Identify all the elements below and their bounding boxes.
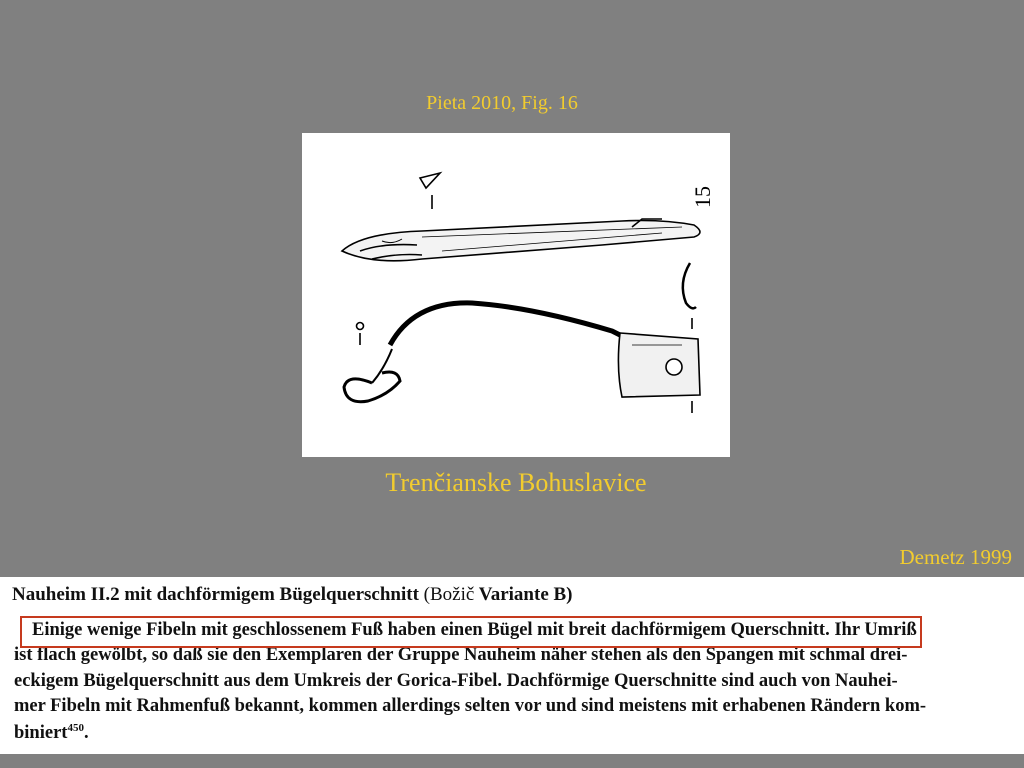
excerpt-line-3: eckigem Bügelquerschnitt aus dem Umkreis der Gorica-Fibel. Dachförmige Querschnitte sind auch von Nauhei- xyxy=(14,671,898,691)
fibula-top-view xyxy=(342,173,700,261)
highlight-box xyxy=(20,616,922,648)
site-name: Trenčianske Bohuslavice xyxy=(385,468,647,497)
fibula-drawing xyxy=(302,133,730,457)
heading-title: Nauheim II.2 mit dachförmigem Bügelquerschnitt xyxy=(12,584,419,605)
heading-name: Božič xyxy=(429,584,475,605)
figure-citation: Pieta 2010, Fig. 16 xyxy=(426,92,578,114)
heading-variant: Variante B) xyxy=(478,584,573,605)
fibula-side-view xyxy=(344,263,700,413)
figure-number: 15 xyxy=(690,186,715,208)
footnote-ref: 450 xyxy=(67,722,84,734)
excerpt-line-4: mer Fibeln mit Rahmenfuß bekannt, kommen allerdings selten vor und sind meistens mit erhabenen Rändern kom- xyxy=(14,696,927,716)
source-citation: Demetz 1999 xyxy=(899,545,1012,569)
line5-text: biniert xyxy=(14,723,68,744)
text-excerpt xyxy=(0,577,1024,754)
excerpt-heading xyxy=(12,584,573,606)
heading-paren: ( xyxy=(423,584,430,605)
excerpt-line-5 xyxy=(14,722,89,744)
excerpt-line-2: ist flach gewölbt, so daß sie den Exemplaren der Gruppe Nauheim näher stehen als den Spangen mit schmal drei- xyxy=(14,645,908,665)
line5-end: . xyxy=(83,723,89,744)
excerpt-line-1: Einige wenige Fibeln mit geschlossenem Fuß haben einen Bügel mit breit dachförmigem Querschnitt. Ihr Umriß xyxy=(32,620,917,640)
